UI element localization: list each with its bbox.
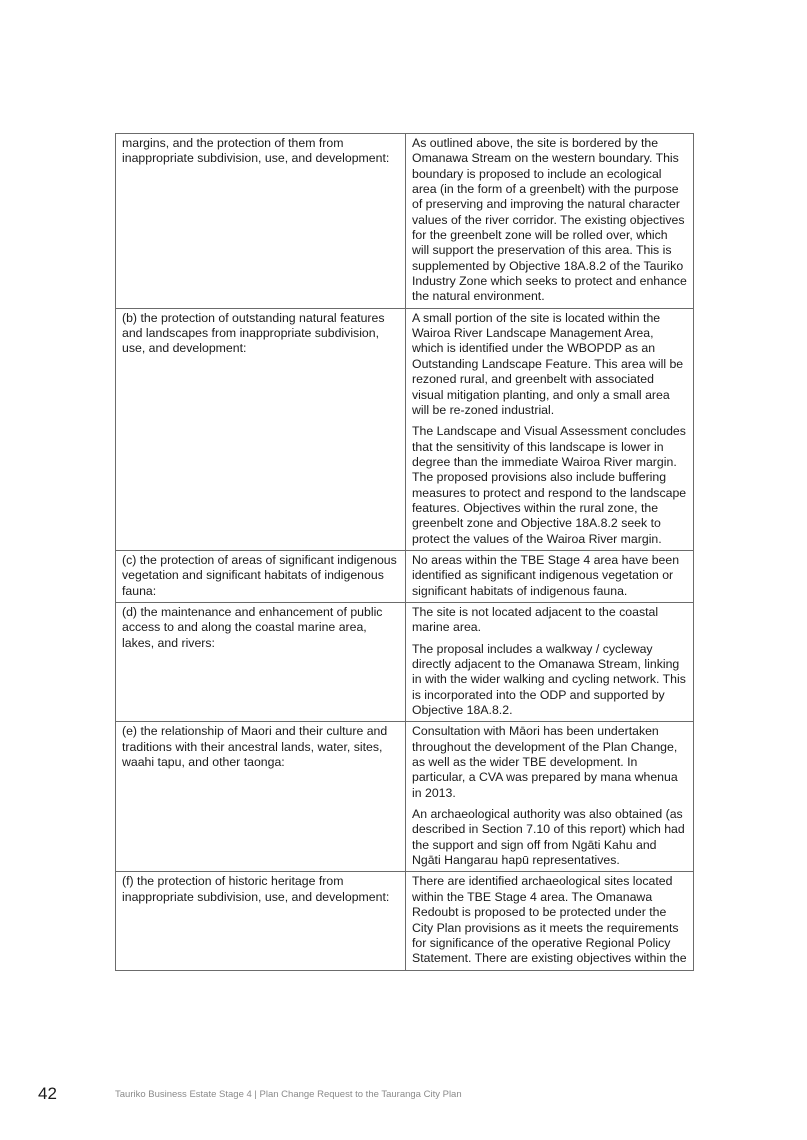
table-row bbox=[116, 872, 694, 970]
criterion-cell: (d) the maintenance and enhancement of public access to and along the coastal marine area, lakes, and rivers: bbox=[116, 602, 406, 721]
response-paragraph: Consultation with Māori has been undertaken throughout the development of the Plan Change, as well as the wider TBE development. In particular, a CVA was prepared by mana whenua in 2013. bbox=[412, 724, 678, 800]
response-paragraph: There are identified archaeological sites located within the TBE Stage 4 area. The Omanawa Redoubt is proposed to be protected under the City Plan provisions as it meets the requirements for significance of the operative Regional Policy Statement. There are existing objectives within the bbox=[412, 874, 687, 966]
response-paragraph: No areas within the TBE Stage 4 area have been identified as significant indigenous vegetation or significant habitats of indigenous fauna. bbox=[412, 552, 680, 598]
criterion-cell: (b) the protection of outstanding natural features and landscapes from inappropriate subdivision, use, and development: bbox=[116, 308, 406, 550]
assessment-table bbox=[115, 133, 694, 971]
table-row bbox=[116, 134, 694, 309]
response-cell bbox=[406, 722, 694, 872]
criterion-cell: margins, and the protection of them from inappropriate subdivision, use, and development: bbox=[116, 134, 406, 309]
response-paragraph: The Landscape and Visual Assessment concludes that the sensitivity of this landscape is lower in degree than the immediate Wairoa River margin. The proposed provisions also include buffering measures to protect and respond to the landscape features. Objectives within the rural zone, the greenbelt zone and Objective 18A.8.2 seek to protect the values of the Wairoa River margin. bbox=[412, 424, 687, 546]
response-paragraph: The proposal includes a walkway / cycleway directly adjacent to the Omanawa Stream, linking in with the wider walking and cycling network. This is incorporated into the ODP and supported by Objective 18A.8.2. bbox=[412, 641, 686, 718]
criterion-cell: (e) the relationship of Maori and their culture and traditions with their ancestral lands, water, sites, waahi tapu, and other taonga: bbox=[116, 722, 406, 872]
table-row bbox=[116, 722, 694, 872]
response-cell bbox=[406, 872, 694, 970]
table-row bbox=[116, 550, 694, 602]
response-cell bbox=[406, 550, 694, 602]
page-number: 42 bbox=[38, 1084, 57, 1103]
response-cell bbox=[406, 602, 694, 721]
criterion-cell: (c) the protection of areas of significant indigenous vegetation and significant habitats of indigenous fauna: bbox=[116, 550, 406, 602]
response-cell bbox=[406, 308, 694, 550]
response-paragraph: A small portion of the site is located within the Wairoa River Landscape Management Area, which is identified under the WBOPDP as an Outstanding Landscape Feature. This area will be rezoned rural, and greenbelt with associated visual mitigation planting, and only a small area will be re-zoned industrial. bbox=[412, 310, 684, 417]
table-row bbox=[116, 308, 694, 550]
response-paragraph: An archaeological authority was also obtained (as described in Section 7.10 of this report) which had the support and sign off from Ngāti Kahu and Ngāti Hangarau hapū representatives. bbox=[412, 807, 685, 868]
response-cell bbox=[406, 134, 694, 309]
criterion-cell: (f) the protection of historic heritage from inappropriate subdivision, use, and development: bbox=[116, 872, 406, 970]
table-row bbox=[116, 602, 694, 721]
response-paragraph: As outlined above, the site is bordered by the Omanawa Stream on the western boundary. This boundary is proposed to include an ecological area (in the form of a greenbelt) with the purpose of preserving and improving the natural character values of the river corridor. The existing objectives for the greenbelt zone will be rolled over, which will support the preservation of this area. This is supplemented by Objective 18A.8.2 of the Tauriko Industry Zone which seeks to protect and enhance the natural environment. bbox=[412, 136, 687, 304]
footer-text: Tauriko Business Estate Stage 4 | Plan Change Request to the Tauranga City Plan bbox=[115, 1089, 462, 1100]
response-paragraph: The site is not located adjacent to the coastal marine area. bbox=[412, 604, 659, 635]
